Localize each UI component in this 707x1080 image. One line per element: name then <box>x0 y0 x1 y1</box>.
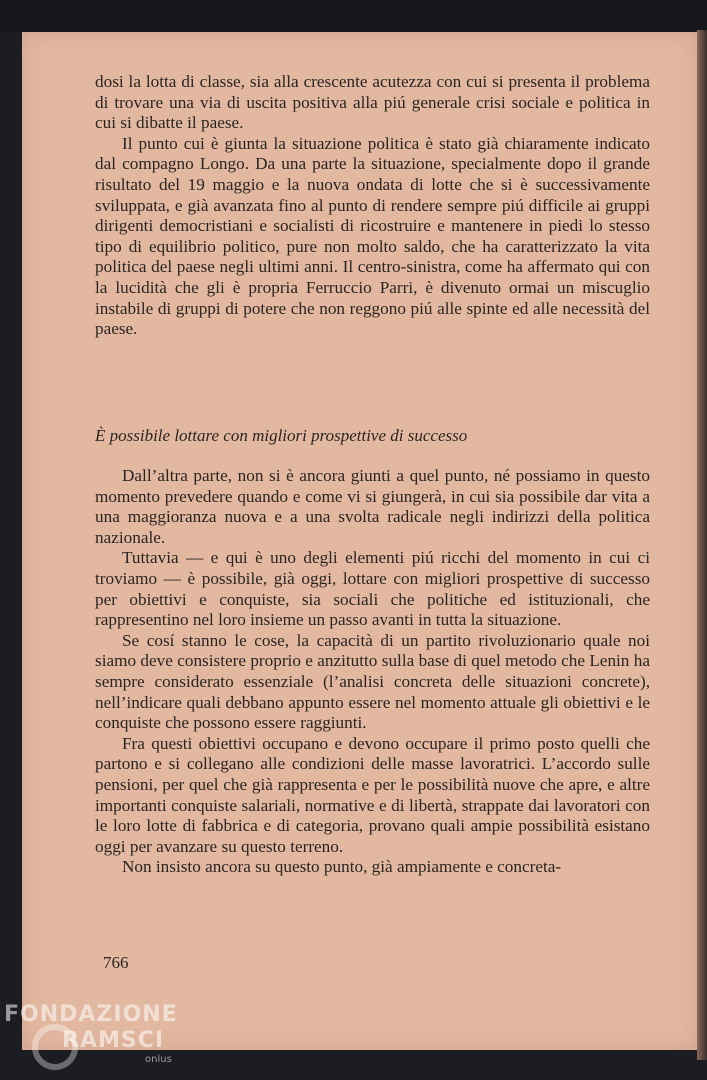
page-edge <box>697 30 707 1060</box>
section-heading: È possibile lottare con migliori prospettive di successo <box>95 426 468 445</box>
body-text-bottom <box>95 466 650 878</box>
watermark-logo <box>4 1002 204 1080</box>
scanner-background-top <box>0 0 707 32</box>
watermark-line1: FONDAZIONE <box>4 1002 178 1027</box>
watermark-line2: RAMSCI <box>62 1028 165 1053</box>
body-text-top <box>95 72 650 340</box>
watermark-line3: onlus <box>145 1054 172 1065</box>
paragraph: Se cosí stanno le cose, la capacità di un partito rivoluzionario quale noi siamo deve consistere proprio e anzitutto sulla base di quel metodo che Lenin ha sempre considerato essenziale (l’analisi concreta delle situazioni concrete), nell’indicare quali debbano appunto essere nel momento attuale gli obiettivi e le conquiste che possono essere raggiunti. <box>95 630 650 733</box>
paragraph: Il punto cui è giunta la situazione politica è stato già chiaramente indicato dal compagno Longo. Da una parte la situazione, specialmente dopo il grande risultato del 19 maggio e la nuova ondata di lotte che si è successivamente sviluppata, e già avanzata fino al punto di rendere sempre piú difficile ai gruppi dirigenti democristiani e socialisti di ricostruire e mantenere in piedi lo stesso tipo di equilibrio politico, pure non molto saldo, che ha caratterizzato la vita politica del paese negli ultimi anni. Il centro-sinistra, come ha affermato qui con la lucidità che gli è propria Ferruccio Parri, è divenuto ormai un miscuglio instabile di gruppi di potere che non reggono piú alle spinte ed alle necessità del paese. <box>95 133 650 339</box>
paragraph: Fra questi obiettivi occupano e devono occupare il primo posto quelli che partono e si collegano alle condizioni delle masse lavoratrici. L’accordo sulle pensioni, per quel che già rappresenta e per le possibilità nuove che apre, e altre importanti conquiste salariali, normative e di libertà, strappate dai lavoratori con le loro lotte di fabbrica e di categoria, provano quali ampie possibilità esistano oggi per avanzare su questo terreno. <box>95 733 650 856</box>
paragraph-continued: dosi la lotta di classe, sia alla crescente acutezza con cui si presenta il problema di trovare una via di uscita positiva alla piú generale crisi sociale e politica in cui si dibatte il paese. <box>95 72 650 133</box>
paragraph: Non insisto ancora su questo punto, già ampiamente e concreta- <box>122 857 562 877</box>
page-number: 766 <box>103 953 129 972</box>
paragraph: Dall’altra parte, non si è ancora giunti a quel punto, né possiamo in questo momento prevedere quando e come vi si giungerà, in cui sia possibile dar vita a una maggioranza nuova e a una svolta radicale negli indirizzi della politica nazionale. <box>95 466 650 547</box>
paragraph: Tuttavia — e qui è uno degli elementi piú ricchi del momento in cui ci troviamo — è possibile, già oggi, lottare con migliori prospettive di successo per obiettivi e conquiste, sia sociali che politiche ed istituzionali, che rappresentino nel loro insieme un passo avanti in tutta la situazione. <box>95 548 650 630</box>
